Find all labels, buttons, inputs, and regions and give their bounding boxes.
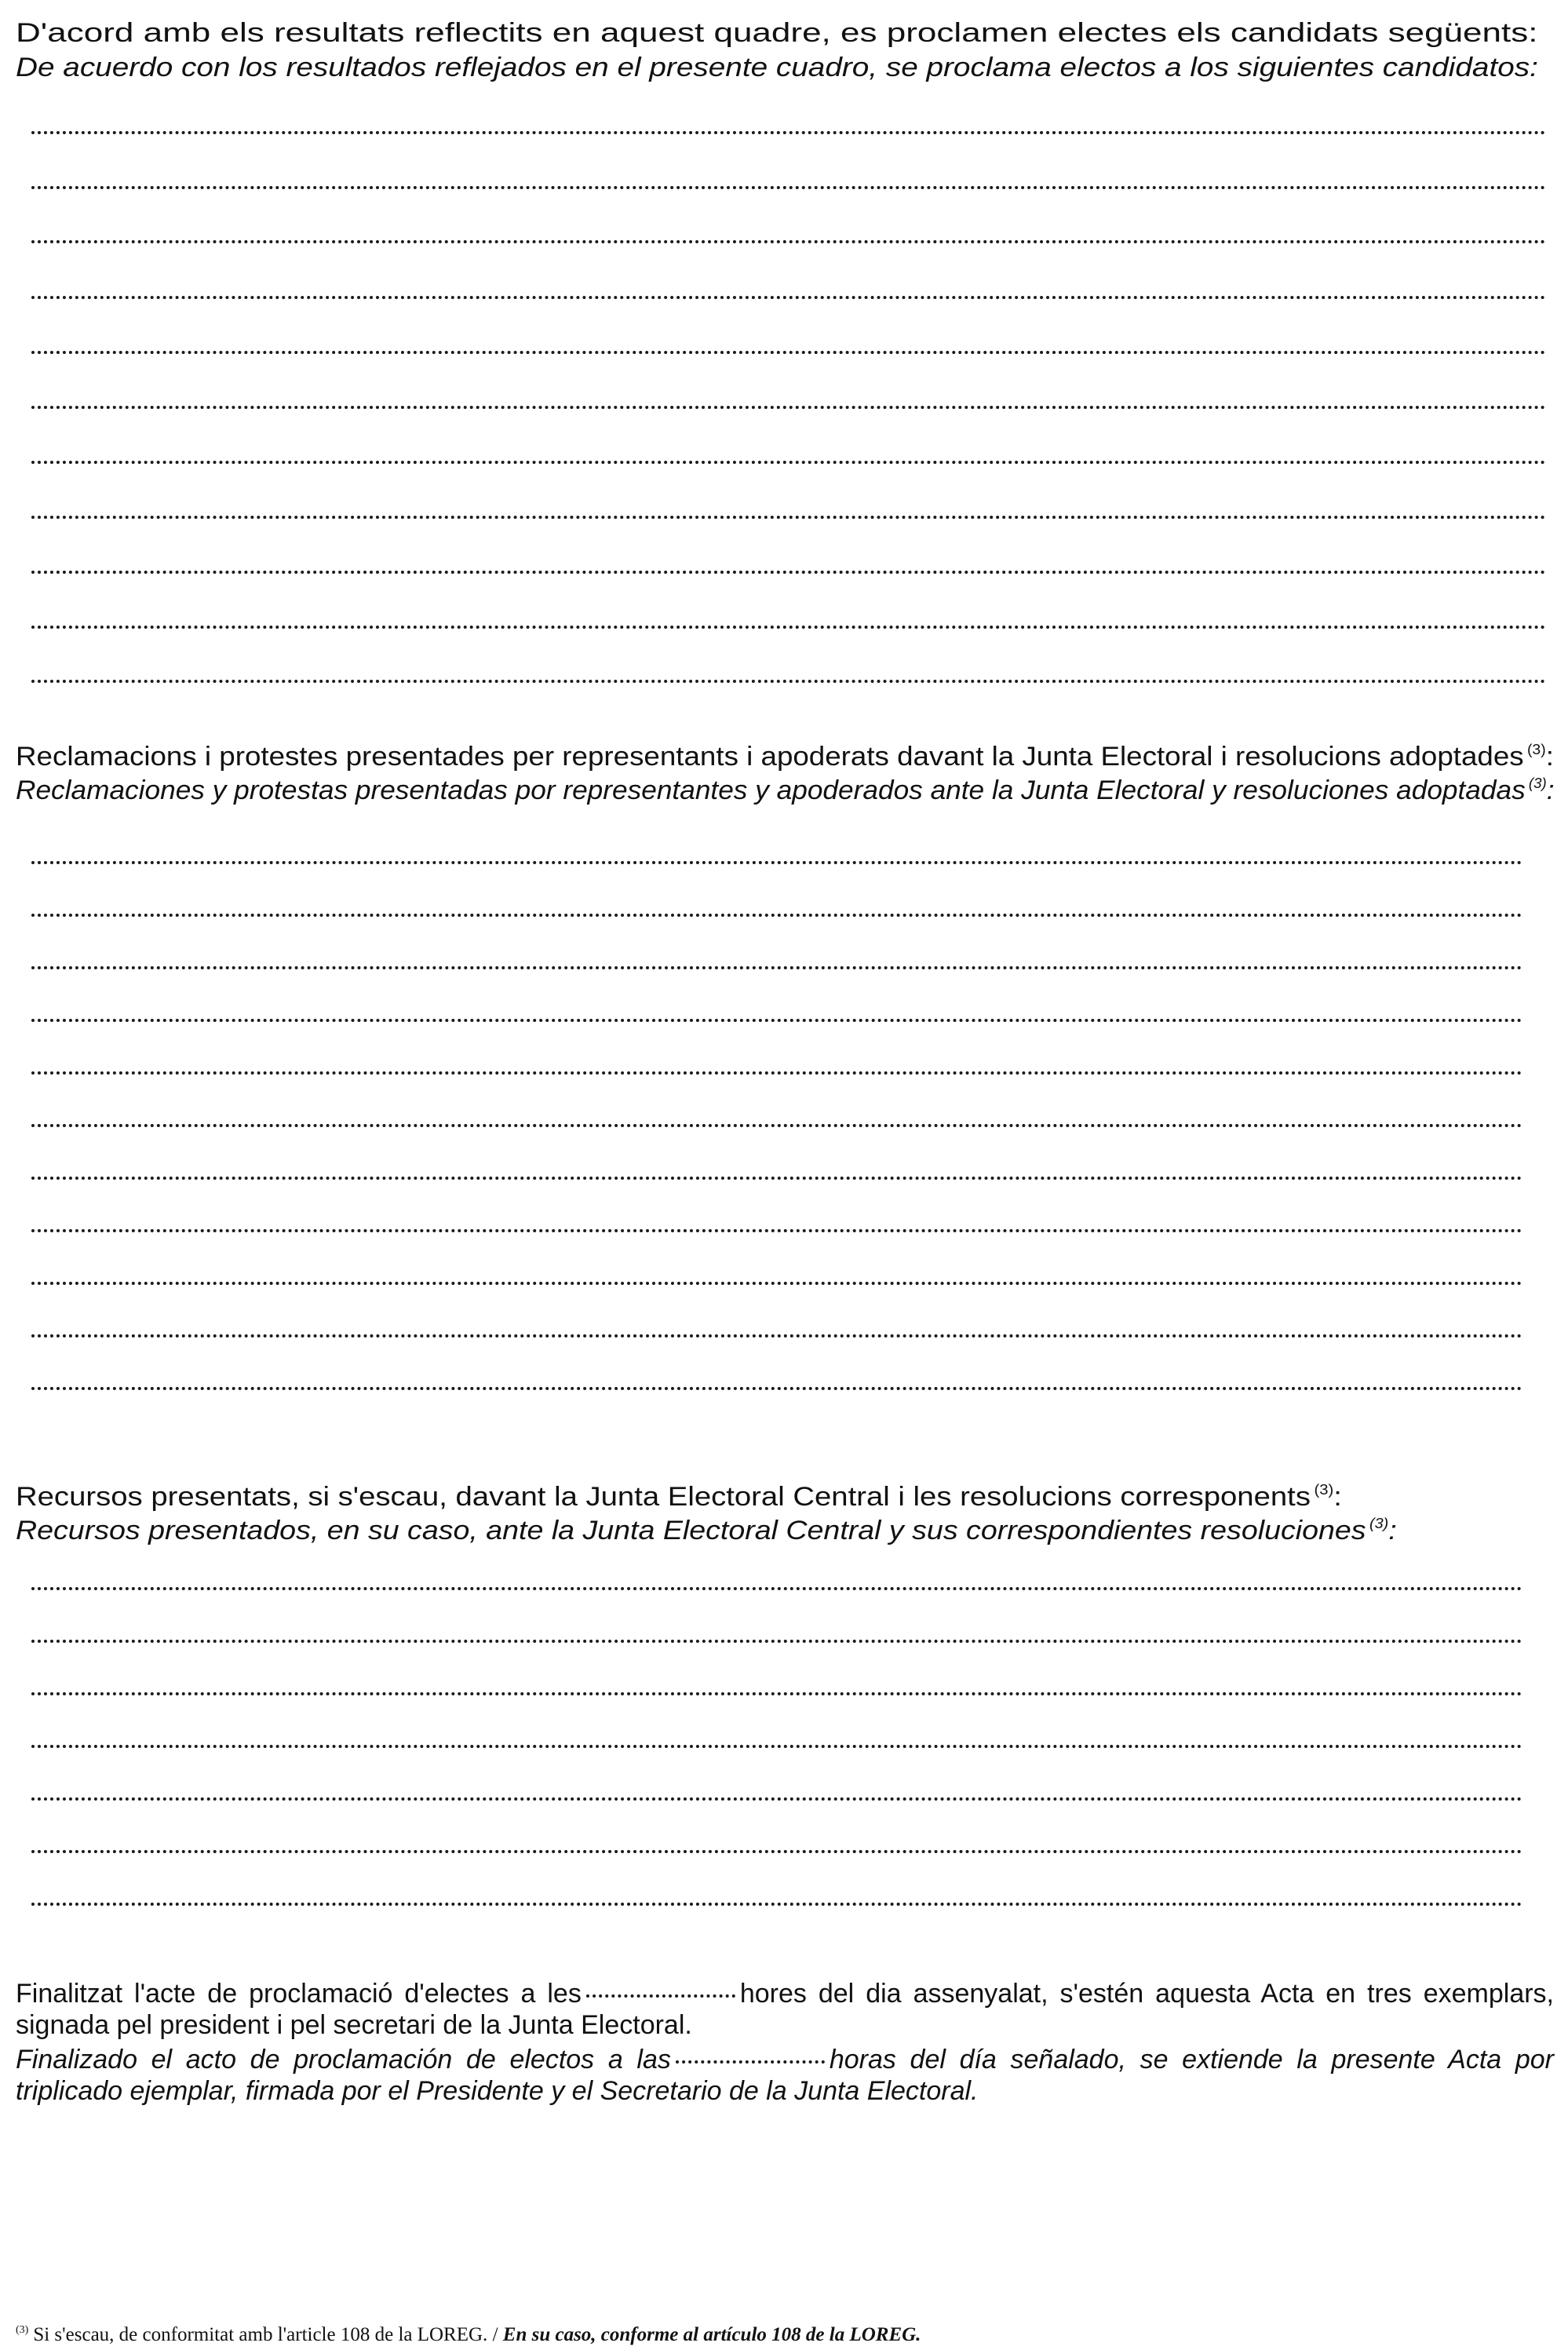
section1-heading-es: De acuerdo con los resultados reflejados en el presente cuadro, se proclama electos a los siguientes candidatos: <box>16 53 1538 82</box>
section3-heading-es: Recursos presentados, en su caso, ante la Junta Electoral Central y sus correspondientes resoluciones $^{(3)}$: <box>16 1516 1397 1545</box>
dotted-answer-line[interactable] <box>31 1850 1522 1853</box>
section1-heading-ca: D'acord amb els resultats reflectits en aquest quadre, es proclamen electes els candidats següents: <box>16 18 1538 48</box>
dotted-answer-line[interactable] <box>31 1797 1522 1801</box>
dotted-answer-line[interactable] <box>31 1903 1522 1906</box>
footnote-ref: (3) <box>1314 1482 1334 1498</box>
dotted-answer-line[interactable] <box>31 1071 1522 1075</box>
hour-fill-in[interactable] <box>586 1994 735 1998</box>
dotted-answer-line[interactable] <box>31 406 1546 409</box>
dotted-answer-line[interactable] <box>31 516 1546 519</box>
dotted-answer-line[interactable] <box>31 1745 1522 1748</box>
dotted-answer-line[interactable] <box>31 680 1546 683</box>
dotted-answer-line[interactable] <box>31 1692 1522 1695</box>
dotted-answer-line[interactable] <box>31 1640 1522 1643</box>
dotted-answer-line[interactable] <box>31 351 1546 354</box>
dotted-answer-line[interactable] <box>31 1334 1522 1337</box>
dotted-answer-line[interactable] <box>31 186 1546 189</box>
dotted-answer-line[interactable] <box>31 1177 1522 1180</box>
dotted-answer-line[interactable] <box>31 296 1546 299</box>
dotted-answer-line[interactable] <box>31 461 1546 464</box>
section2-heading-ca: Reclamacions i protestes presentades per representants i apoderats davant la Junta Electoral i resolucions adoptades $^{(3)}$: <box>16 742 1554 772</box>
footnote-ref: (3) <box>1369 1516 1389 1531</box>
dotted-answer-line[interactable] <box>31 131 1546 134</box>
dotted-answer-line[interactable] <box>31 240 1546 243</box>
dotted-answer-line[interactable] <box>31 1019 1522 1022</box>
dotted-answer-line[interactable] <box>31 1587 1522 1590</box>
dotted-answer-line[interactable] <box>31 1282 1522 1285</box>
dotted-answer-line[interactable] <box>31 571 1546 574</box>
dotted-answer-line[interactable] <box>31 861 1522 864</box>
section2-heading-es: Reclamaciones y protestas presentadas por representantes y apoderados ante la Junta Electoral y resoluciones adoptadas $^{(3)}$: <box>16 775 1555 805</box>
dotted-answer-line[interactable] <box>31 1229 1522 1232</box>
footnote-ref: (3) <box>1528 775 1547 791</box>
dotted-answer-line[interactable] <box>31 626 1546 629</box>
closing-paragraph-ca: Finalitzat l'acte de proclamació d'electes a les hores del dia assenyalat, s'estén aquesta Acta en tres exemplars, signada pel president i pel secretari de la Junta Electoral. <box>16 1979 1555 2040</box>
dotted-answer-line[interactable] <box>31 1124 1522 1127</box>
section3-heading-ca: Recursos presentats, si s'escau, davant la Junta Electoral Central i les resolucions corresponents $^{(3)}$: <box>16 1482 1342 1512</box>
hour-fill-in[interactable] <box>676 2060 825 2064</box>
dotted-answer-line[interactable] <box>31 966 1522 969</box>
closing-paragraph-es: Finalizado el acto de proclamación de electos a las horas del día señalado, se extiende la presente Acta por triplicado ejemplar, firmada por el Presidente y el Secretario de la Junta Electoral. <box>16 2045 1554 2106</box>
footnote-ref: (3) <box>1526 742 1546 757</box>
footnote: $^{(3)}$ Si s'escau, de conformitat amb l'article 108 de la LOREG. / En su caso, conforme al artículo 108 de la LOREG. <box>16 2324 921 2345</box>
dotted-answer-line[interactable] <box>31 914 1522 917</box>
dotted-answer-line[interactable] <box>31 1387 1522 1390</box>
